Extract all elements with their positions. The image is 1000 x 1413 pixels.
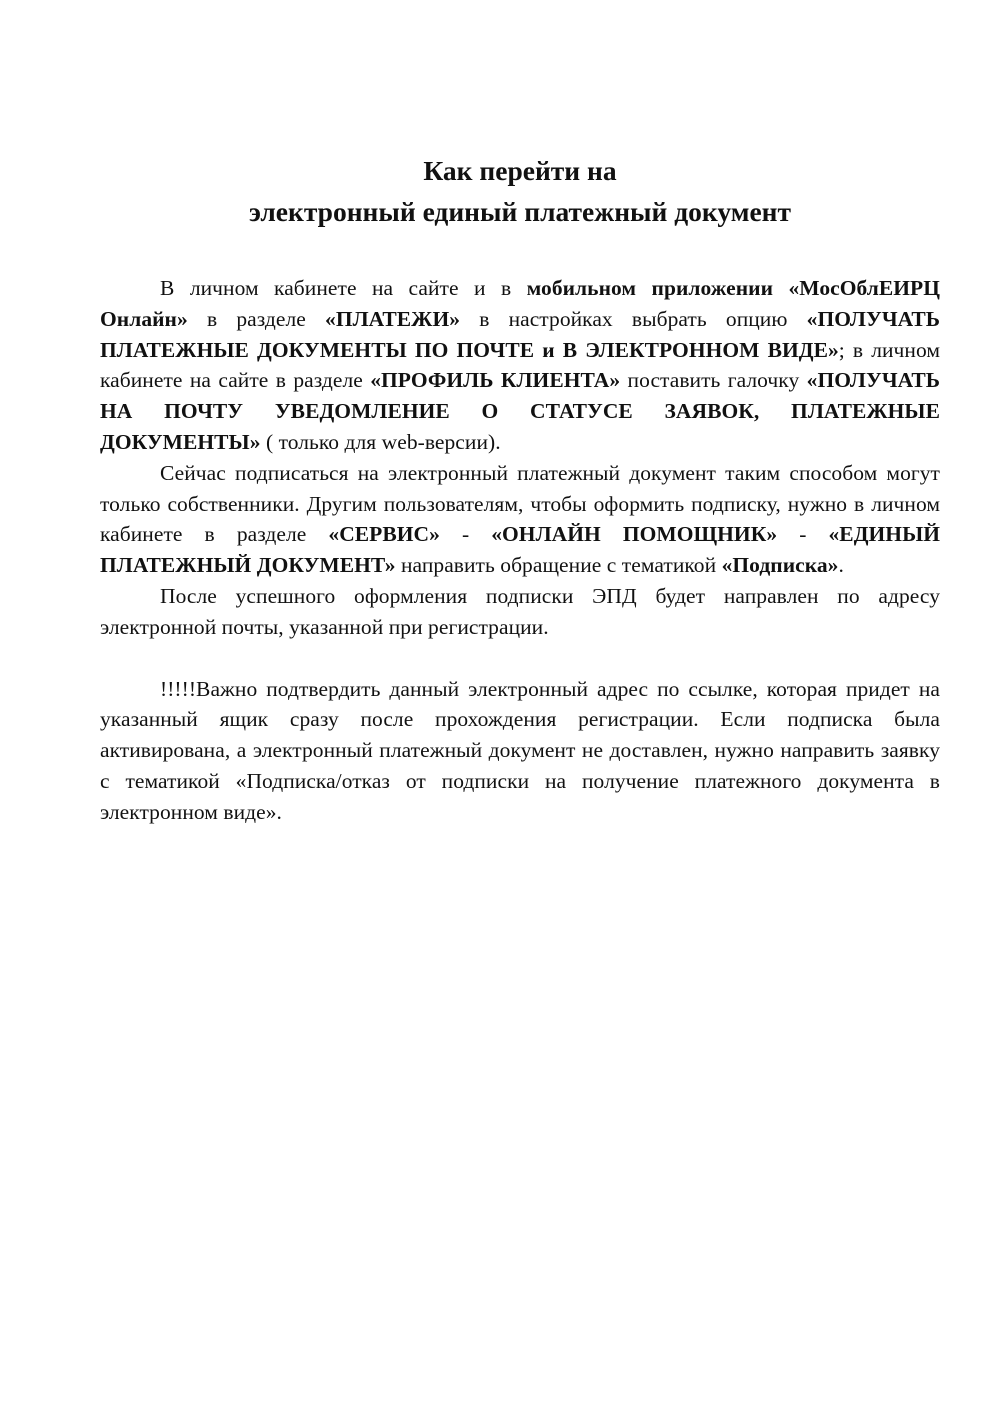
text-run: В личном кабинете на сайте и в — [160, 276, 527, 300]
text-run: поставить галочку — [620, 368, 807, 393]
bold-section-service: «СЕРВИС» — [328, 522, 440, 547]
bold-option-receive: «ПОЛУЧАТЬ ПЛАТЕЖНЫЕ ДОКУМЕНТЫ ПО ПОЧТЕ и В ЭЛЕКТРОННОМ ВИДЕ» — [100, 306, 940, 362]
title-line-1: Как перейти на — [423, 155, 617, 186]
text-run: - — [777, 522, 829, 547]
paragraph-owners-only — [100, 458, 940, 581]
bold-app-name: мобильном приложении «МосОблЕИРЦ Онлайн» — [100, 276, 941, 331]
paragraph-spacer — [100, 643, 940, 674]
text-run: - — [439, 522, 492, 547]
paragraph-after-subscription: После успешного оформления подписки ЭПД будет направлен по адресу электронной почты, указанной при регистрации. — [100, 583, 940, 639]
document-title — [100, 150, 940, 232]
text-run: . — [838, 553, 844, 578]
bold-topic-subscription: «Подписка» — [721, 553, 839, 578]
title-line-2: электронный единый платежный документ — [248, 196, 792, 227]
text-run: ; в личном кабинете на сайте в разделе — [100, 337, 940, 393]
bold-section-profile: «ПРОФИЛЬ КЛИЕНТА» — [370, 368, 621, 393]
bold-checkbox-notify: «ПОЛУЧАТЬ НА ПОЧТУ УВЕДОМЛЕНИЕ О СТАТУСЕ ЗАЯВОК, ПЛАТЕЖНЫЕ ДОКУМЕНТЫ» — [100, 368, 940, 454]
bold-section-payments: «ПЛАТЕЖИ» — [325, 306, 461, 331]
paragraph-app-settings — [100, 273, 940, 458]
bold-single-payment-doc: «ЕДИНЫЙ ПЛАТЕЖНЫЙ ДОКУМЕНТ» — [100, 522, 941, 578]
text-run: в разделе — [187, 306, 326, 331]
text-run: ( только для web-версии). — [260, 429, 501, 454]
paragraph-important-note: !!!!!Важно подтвердить данный электронный адрес по ссылке, которая придет на указанный ящик сразу после прохождения регистрации. Если подписка была активирована, а электронный платежный документ не доставлен, нужно направить заявку с тематикой «Подписка/отказ от подписки на получение платежного документа в электронном виде». — [100, 676, 940, 824]
document-body — [100, 273, 940, 828]
bold-online-helper: «ОНЛАЙН ПОМОЩНИК» — [491, 522, 778, 547]
text-run: в настройках выбрать опцию — [460, 306, 807, 331]
text-run: Сейчас подписаться на электронный платежный документ таким способом могут только собственники. Другим пользователям, чтобы оформить подписку, нужно в личном кабинете в разделе — [100, 460, 940, 547]
text-run: направить обращение с тематикой — [395, 553, 722, 578]
